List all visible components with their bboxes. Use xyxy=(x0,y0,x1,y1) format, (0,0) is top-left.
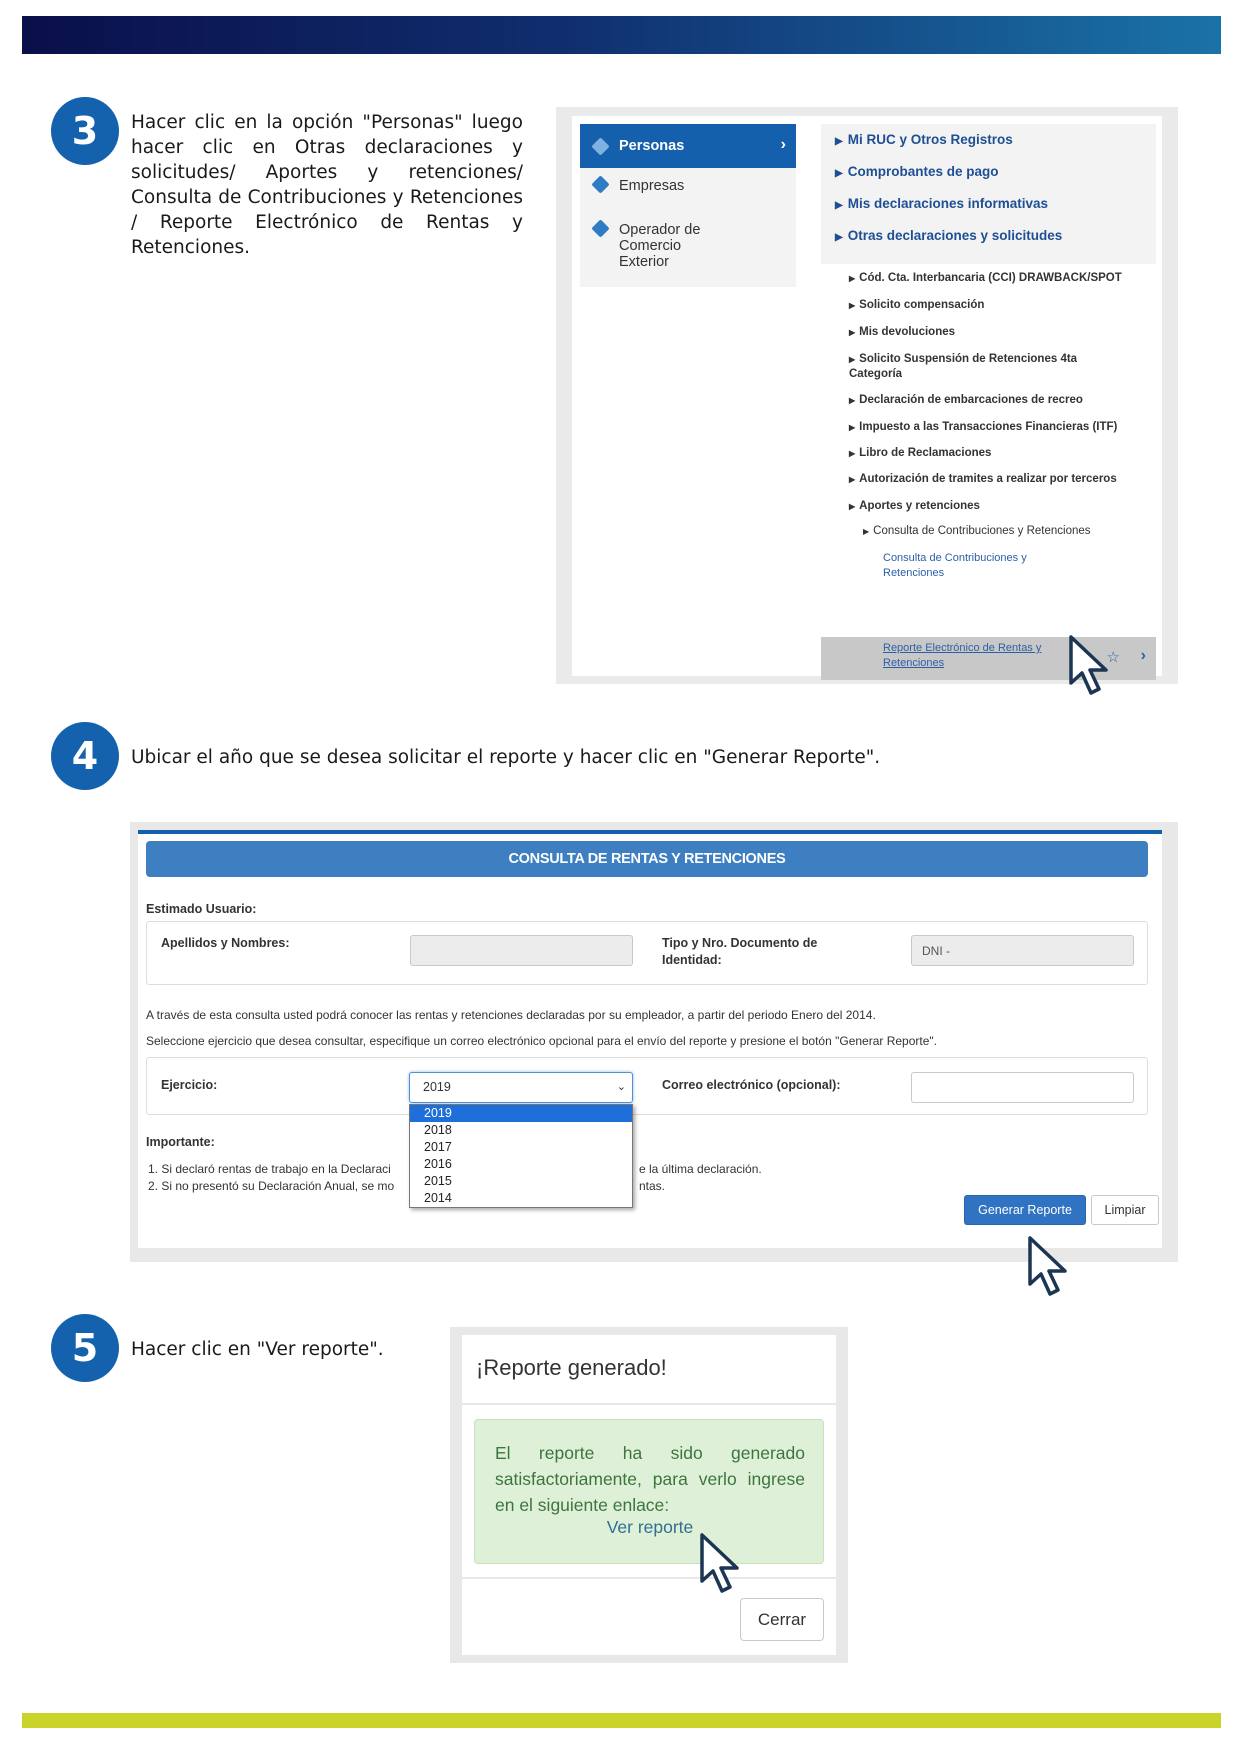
doc-field[interactable]: DNI - xyxy=(911,935,1134,966)
triangle-right-icon: ▶ xyxy=(849,328,856,337)
year-option[interactable]: 2016 xyxy=(424,1157,452,1171)
note-1-start: 1. Si declaró rentas de trabajo en la Declaraci xyxy=(148,1162,391,1176)
triangle-right-icon: ▶ xyxy=(849,274,856,283)
form-title: CONSULTA DE RENTAS Y RETENCIONES xyxy=(146,841,1148,877)
greeting-label: Estimado Usuario: xyxy=(146,902,257,916)
year-option[interactable]: 2018 xyxy=(424,1123,452,1137)
year-dropdown-list[interactable] xyxy=(409,1104,633,1208)
note-1-end: e la última declaración. xyxy=(639,1162,762,1176)
menu-item-empresas[interactable]: Empresas xyxy=(580,178,796,194)
alert-message: El reporte ha sido generado satisfactoriamente, para verlo ingrese en el siguiente enlace: xyxy=(495,1443,805,1515)
sunat-diamond-icon xyxy=(591,219,609,237)
pointer-cursor-icon xyxy=(698,1531,748,1599)
submenu-item-cci[interactable]: ▶ Cód. Cta. Interbancaria (CCI) DRAWBACK/SPOT xyxy=(849,272,1122,284)
step-5-instructions: Hacer clic en "Ver reporte". xyxy=(131,1339,384,1360)
triangle-right-icon: ▶ xyxy=(849,301,856,310)
pointer-cursor-icon xyxy=(1026,1234,1076,1302)
sunat-diamond-icon xyxy=(591,175,609,193)
info-text-2: Seleccione ejercicio que desea consultar, especifique un correo electrónico opcional para el envío del reporte y presione el botón "Generar Reporte". xyxy=(146,1034,937,1048)
clear-button[interactable]: Limpiar xyxy=(1091,1195,1159,1225)
submenu-item-reclamaciones[interactable]: ▶ Libro de Reclamaciones xyxy=(849,447,992,459)
sunat-diamond-icon xyxy=(591,137,609,155)
submenu-item-itf[interactable]: ▶ Impuesto a las Transacciones Financieras (ITF) xyxy=(849,421,1118,433)
step-3-instructions: Hacer clic en la opción "Personas" luego hacer clic en Otras declaraciones y solicitudes/ Aportes y retenciones/ Consulta de Contribuciones y Retenciones / Reporte Electrónico de Rentas y Retenciones. xyxy=(131,112,523,258)
menu-otras-declaraciones[interactable]: ▶ Otras declaraciones y solicitudes xyxy=(835,228,1063,243)
triangle-right-icon: ▶ xyxy=(849,449,856,458)
chevron-down-icon: ⌄ xyxy=(616,1081,626,1093)
note-2-start: 2. Si no presentó su Declaración Anual, se mo xyxy=(148,1179,395,1193)
divider xyxy=(462,1577,836,1579)
footer-accent-bar xyxy=(22,1713,1221,1728)
email-field[interactable] xyxy=(911,1072,1134,1103)
pointer-cursor-icon xyxy=(1067,633,1117,701)
submenu-item-consulta-contribuciones[interactable]: ▶ Consulta de Contribuciones y Retenciones xyxy=(863,525,1091,537)
triangle-right-icon: ▶ xyxy=(849,396,856,405)
year-option[interactable]: 2019 xyxy=(410,1105,632,1122)
triangle-right-icon: ▶ xyxy=(849,423,856,432)
step-5-number: 5 xyxy=(51,1314,119,1382)
portal-menu-screenshot xyxy=(556,107,1178,684)
year-select[interactable]: 2019 ⌄ xyxy=(409,1072,633,1103)
triangle-right-icon: ▶ xyxy=(835,200,843,211)
star-icon[interactable]: ☆ xyxy=(1106,649,1120,666)
step-4-number: 4 xyxy=(51,722,119,790)
generate-report-button[interactable]: Generar Reporte xyxy=(964,1195,1086,1225)
doc-label: Tipo y Nro. Documento de Identidad: xyxy=(662,936,818,967)
triangle-right-icon: ▶ xyxy=(849,475,856,484)
submenu-list xyxy=(821,264,1156,676)
submenu-item-compensacion[interactable]: ▶ Solicito compensación xyxy=(849,299,985,311)
info-text-1: A través de esta consulta usted podrá conocer las rentas y retenciones declaradas por su empleador, a partir del periodo Enero del 2014. xyxy=(146,1008,876,1022)
menu-comprobantes[interactable]: ▶ Comprobantes de pago xyxy=(835,164,999,179)
submenu-item-embarcaciones[interactable]: ▶ Declaración de embarcaciones de recreo xyxy=(849,394,1083,406)
year-option[interactable]: 2015 xyxy=(424,1174,452,1188)
link-reporte-electronico[interactable]: Reporte Electrónico de Rentas y Retenciones xyxy=(883,642,1042,669)
divider xyxy=(462,1403,836,1405)
chevron-right-icon: › xyxy=(1140,647,1146,664)
menu-item-operador-comercio-exterior[interactable]: Operador de Comercio Exterior xyxy=(580,222,796,270)
step-3-number: 3 xyxy=(51,97,119,165)
link-consulta-contribuciones[interactable]: Consulta de Contribuciones y Retenciones xyxy=(883,552,1027,579)
triangle-right-icon: ▶ xyxy=(835,136,843,147)
triangle-right-icon: ▶ xyxy=(849,355,856,364)
header-gradient-bar xyxy=(22,16,1221,54)
step-4-instructions: Ubicar el año que se desea solicitar el reporte y hacer clic en "Generar Reporte". xyxy=(131,747,881,768)
modal-title: ¡Reporte generado! xyxy=(476,1355,667,1380)
submenu-item-autorizacion[interactable]: ▶ Autorización de tramites a realizar por terceros xyxy=(849,473,1117,485)
report-modal-screenshot xyxy=(450,1327,848,1663)
close-button[interactable]: Cerrar xyxy=(740,1598,824,1641)
year-option[interactable]: 2017 xyxy=(424,1140,452,1154)
triangle-right-icon: ▶ xyxy=(863,527,870,536)
triangle-right-icon: ▶ xyxy=(849,502,856,511)
submenu-item-devoluciones[interactable]: ▶ Mis devoluciones xyxy=(849,326,956,338)
consulta-form-screenshot xyxy=(130,822,1178,1262)
menu-mi-ruc[interactable]: ▶ Mi RUC y Otros Registros xyxy=(835,132,1013,147)
chevron-right-icon: › xyxy=(780,136,786,153)
triangle-right-icon: ▶ xyxy=(835,232,843,243)
success-alert xyxy=(474,1419,824,1564)
year-option[interactable]: 2014 xyxy=(424,1191,452,1205)
email-label: Correo electrónico (opcional): xyxy=(662,1078,841,1092)
main-menu xyxy=(580,124,796,287)
menu-declaraciones-informativas[interactable]: ▶ Mis declaraciones informativas xyxy=(835,196,1049,211)
view-report-link[interactable]: Ver reporte xyxy=(606,1517,694,1537)
note-2-end: ntas. xyxy=(639,1179,666,1193)
menu-item-personas[interactable]: Personas › xyxy=(580,124,796,168)
submenu-item-aportes[interactable]: ▶ Aportes y retenciones xyxy=(849,500,980,512)
name-field[interactable] xyxy=(410,935,633,966)
submenu-panel xyxy=(821,124,1156,676)
report-modal xyxy=(462,1335,836,1655)
submenu-item-suspension[interactable]: ▶ Solicito Suspensión de Retenciones 4ta Categoría xyxy=(849,353,1078,380)
name-label: Apellidos y Nombres: xyxy=(161,936,290,950)
important-label: Importante: xyxy=(146,1135,215,1149)
year-label: Ejercicio: xyxy=(161,1078,218,1092)
triangle-right-icon: ▶ xyxy=(835,168,843,179)
